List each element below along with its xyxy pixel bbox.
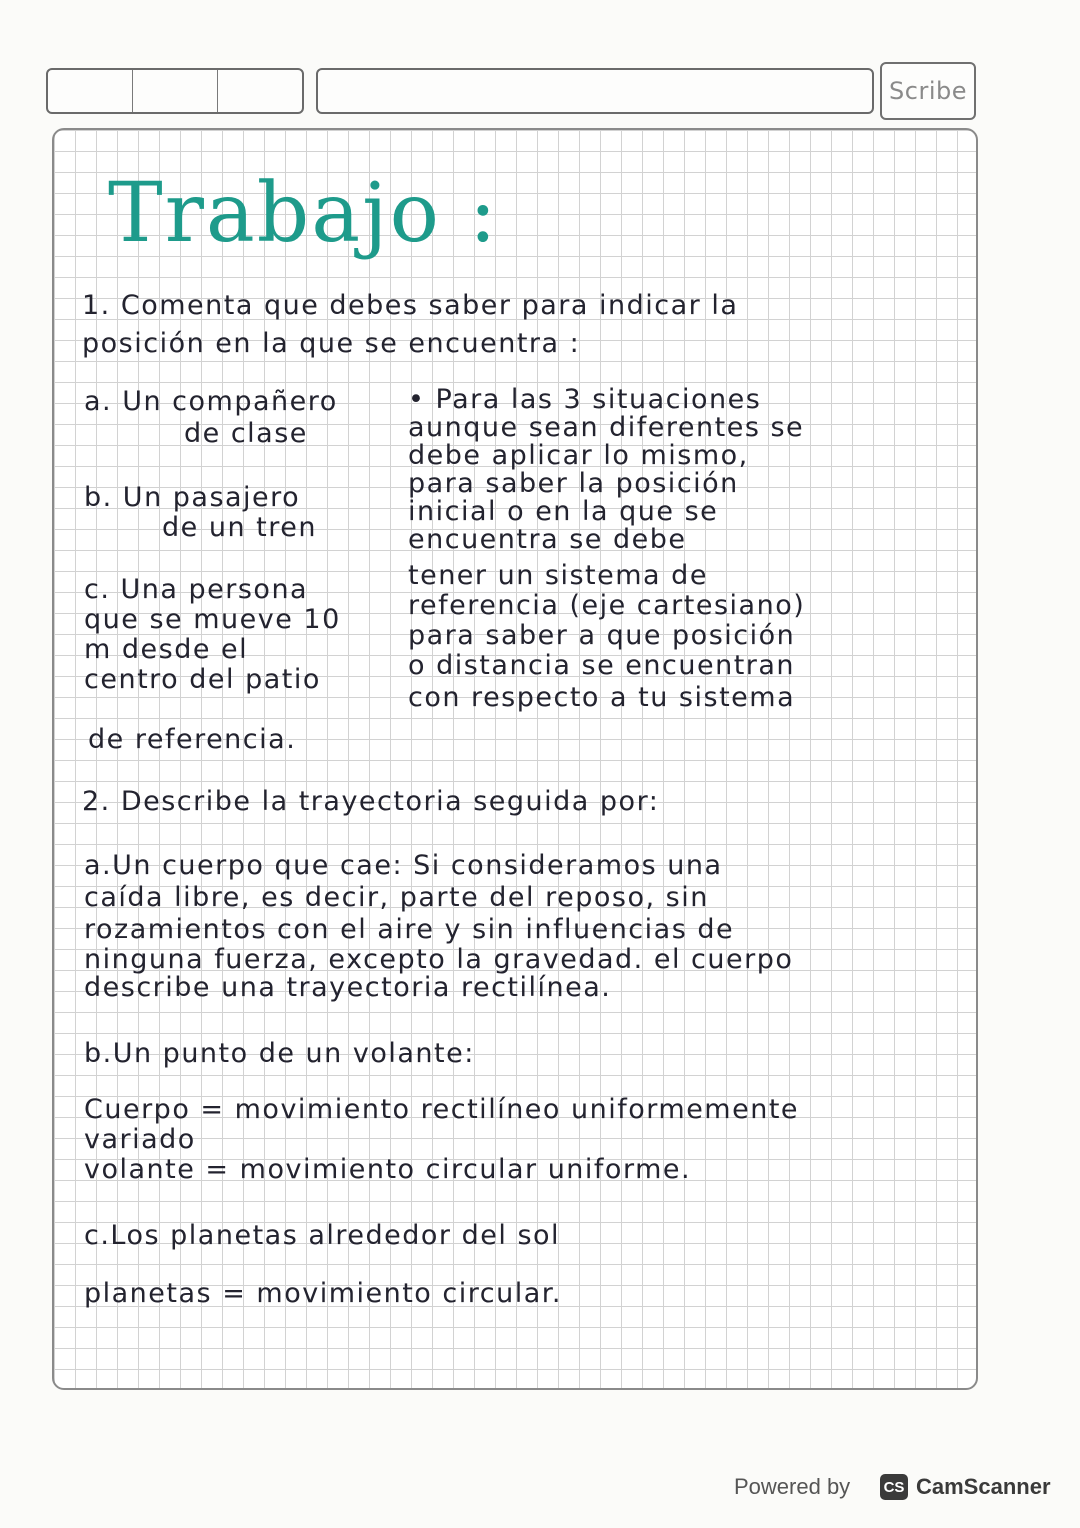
answer-1-line: referencia (eje cartesiano) xyxy=(408,590,806,621)
question-1-line-1: 1. Comenta que debes saber para indicar la xyxy=(82,290,739,321)
item-c-line-1: c. Una persona xyxy=(84,574,309,605)
answer-1-line: tener un sistema de xyxy=(408,560,708,591)
header-cell xyxy=(133,70,218,112)
answer-1-end: de referencia. xyxy=(88,724,297,755)
q2b-answer-line-2: variado xyxy=(84,1124,196,1155)
q2c: c.Los planetas alrededor del sol xyxy=(84,1220,561,1251)
q2b-answer-line-3: volante = movimiento circular uniforme. xyxy=(84,1154,692,1185)
camscanner-logo-icon: CS xyxy=(880,1474,908,1500)
q2b: b.Un punto de un volante: xyxy=(84,1038,475,1069)
answer-1-line: para saber la posición xyxy=(408,468,739,499)
answer-1-line: o distancia se encuentran xyxy=(408,650,796,681)
page-title: Trabajo : xyxy=(108,166,499,261)
question-1-line-2: posición en la que se encuentra : xyxy=(82,328,581,359)
item-c-line-3: m desde el xyxy=(84,634,249,665)
camscanner-brand: CamScanner xyxy=(916,1474,1051,1499)
header-title-box xyxy=(316,68,874,114)
header-cell xyxy=(218,70,302,112)
item-c-line-4: centro del patio xyxy=(84,664,321,695)
q2a-line: caída libre, es decir, parte del reposo, sin xyxy=(84,882,709,913)
item-a-line-2: de clase xyxy=(184,418,308,449)
q2c-answer: planetas = movimiento circular. xyxy=(84,1278,562,1309)
item-c-line-2: que se mueve 10 xyxy=(84,604,341,635)
q2a-line: ninguna fuerza, excepto la gravedad. el cuerpo xyxy=(84,944,794,975)
q2a-line: a.Un cuerpo que cae: Si consideramos una xyxy=(84,850,723,881)
answer-1-line: debe aplicar lo mismo, xyxy=(408,440,749,471)
notebook-page xyxy=(52,128,978,1390)
answer-1-line: encuentra se debe xyxy=(408,524,687,555)
header-field-boxes xyxy=(46,68,304,114)
answer-1-line: con respecto a tu sistema xyxy=(408,682,796,713)
answer-1-line: aunque sean diferentes se xyxy=(408,412,805,443)
question-2: 2. Describe la trayectoria seguida por: xyxy=(82,786,660,817)
item-a-line-1: a. Un compañero xyxy=(84,386,338,417)
item-b-line-2: de un tren xyxy=(162,512,317,543)
answer-1-line: inicial o en la que se xyxy=(408,496,719,527)
item-b-line-1: b. Un pasajero xyxy=(84,482,301,513)
q2a-line: rozamientos con el aire y sin influencias de xyxy=(84,914,735,945)
notebook-brand: Scribe xyxy=(880,62,976,120)
powered-by-label: Powered by xyxy=(734,1474,851,1499)
answer-1-line: para saber a que posición xyxy=(408,620,796,651)
header-cell xyxy=(48,70,133,112)
q2a-line: describe una trayectoria rectilínea. xyxy=(84,972,612,1003)
q2b-answer-line-1: Cuerpo = movimiento rectilíneo uniformemente xyxy=(84,1094,800,1125)
answer-1-line: • Para las 3 situaciones xyxy=(408,384,762,415)
